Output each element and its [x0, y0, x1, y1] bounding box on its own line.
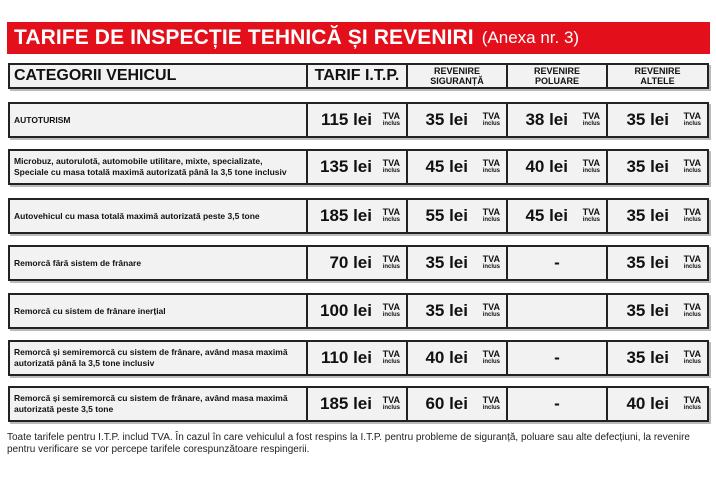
- row-category-line: Remorcă și semiremorcă cu sistem de frânare, având masa maximă: [14, 347, 288, 357]
- tva-label: TVA inclus: [482, 158, 500, 174]
- price-poluare-value: 38 lei: [525, 110, 568, 129]
- row-category-line: Autovehicul cu masa totală maximă autorizată peste 3,5 tone: [14, 210, 260, 221]
- price-itp: [306, 342, 406, 374]
- header-poluare: [506, 65, 606, 87]
- price-poluare-dash: -: [554, 253, 560, 272]
- row-category: [10, 295, 306, 327]
- price-itp-value: 70 lei: [329, 253, 372, 272]
- row-category: [10, 388, 306, 420]
- price-altele: [606, 342, 707, 374]
- price-poluare: [506, 342, 606, 374]
- price-siguranta-value: 40 lei: [425, 348, 468, 367]
- price-altele: [606, 104, 707, 136]
- tva-label: TVA inclus: [683, 349, 701, 365]
- price-itp: [306, 200, 406, 232]
- tva-label: TVA inclus: [482, 111, 500, 127]
- tva-label: TVA inclus: [683, 395, 701, 411]
- price-poluare: [506, 200, 606, 232]
- price-siguranta-value: 55 lei: [425, 206, 468, 225]
- row-category-line: autorizată peste 3,5 tone: [14, 404, 114, 414]
- tva-label: TVA inclus: [683, 207, 701, 223]
- price-siguranta: [406, 200, 506, 232]
- tva-label: TVA inclus: [482, 302, 500, 318]
- row-category: [10, 247, 306, 279]
- price-siguranta-value: 35 lei: [425, 301, 468, 320]
- price-itp-value: 115 lei: [320, 110, 372, 129]
- row-category-line: Microbuz, autorulotă, automobile utilitare, mixte, specializate,: [14, 156, 263, 166]
- header-poluare-line1: REVENIRE: [533, 66, 580, 76]
- price-poluare: [506, 388, 606, 420]
- header-itp: TARIF I.T.P.: [306, 65, 406, 87]
- tva-label: TVA inclus: [683, 254, 701, 270]
- tva-label: TVA inclus: [382, 395, 400, 411]
- price-siguranta-value: 45 lei: [425, 157, 468, 176]
- header-siguranta-line2: SIGURANȚĂ: [430, 76, 484, 86]
- price-altele: [606, 200, 707, 232]
- tva-label: TVA inclus: [482, 349, 500, 365]
- header-siguranta: [406, 65, 506, 87]
- price-itp-value: 185 lei: [320, 394, 372, 413]
- price-poluare: [506, 247, 606, 279]
- row-category-line: AUTOTURISM: [14, 114, 71, 125]
- price-itp-value: 135 lei: [320, 157, 372, 176]
- table-header: [8, 63, 709, 89]
- price-siguranta-value: 60 lei: [425, 394, 468, 413]
- price-poluare: [506, 151, 606, 183]
- price-altele: [606, 247, 707, 279]
- table-row: [8, 198, 709, 234]
- tva-label: TVA inclus: [382, 302, 400, 318]
- tva-label: TVA inclus: [582, 158, 600, 174]
- price-poluare-dash: -: [554, 348, 560, 367]
- table-row: [8, 149, 709, 185]
- price-altele: [606, 151, 707, 183]
- row-category-line: autorizată până la 3,5 tone inclusiv: [14, 358, 155, 368]
- price-siguranta: [406, 388, 506, 420]
- row-category: [10, 342, 306, 374]
- price-siguranta-value: 35 lei: [425, 110, 468, 129]
- price-itp: [306, 295, 406, 327]
- page-title: TARIFE DE INSPECȚIE TEHNICĂ ȘI REVENIRI: [14, 26, 474, 49]
- price-itp: [306, 388, 406, 420]
- tva-label: TVA inclus: [582, 207, 600, 223]
- price-itp: [306, 151, 406, 183]
- price-itp: [306, 104, 406, 136]
- row-category: [10, 104, 306, 136]
- price-poluare-dash: -: [554, 394, 560, 413]
- price-altele-value: 35 lei: [626, 253, 669, 272]
- price-siguranta: [406, 104, 506, 136]
- tva-label: TVA inclus: [382, 207, 400, 223]
- price-siguranta: [406, 151, 506, 183]
- price-siguranta-value: 35 lei: [425, 253, 468, 272]
- price-itp-value: 110 lei: [320, 348, 372, 367]
- tva-label: TVA inclus: [683, 302, 701, 318]
- tva-label: TVA inclus: [683, 158, 701, 174]
- row-category-line: Remorcă și semiremorcă cu sistem de frânare, având masa maximă: [14, 393, 288, 403]
- title-banner: [7, 22, 710, 54]
- row-category-line: Remorcă fără sistem de frânare: [14, 257, 142, 268]
- price-siguranta: [406, 342, 506, 374]
- header-poluare-line2: POLUARE: [534, 76, 579, 86]
- price-siguranta: [406, 247, 506, 279]
- page-subtitle: (Anexa nr. 3): [481, 28, 580, 47]
- tva-label: TVA inclus: [482, 254, 500, 270]
- row-category: [10, 200, 306, 232]
- price-poluare-value: 40 lei: [525, 157, 568, 176]
- tva-label: TVA inclus: [482, 207, 500, 223]
- price-poluare-value: 45 lei: [525, 206, 568, 225]
- price-poluare: [506, 295, 606, 327]
- tva-label: TVA inclus: [683, 111, 701, 127]
- row-category-line: Remorcă cu sistem de frânare inerțial: [14, 305, 166, 316]
- header-altele: [606, 65, 707, 87]
- table-row: [8, 245, 709, 281]
- price-siguranta: [406, 295, 506, 327]
- price-altele-value: 35 lei: [626, 206, 669, 225]
- tva-label: TVA inclus: [382, 111, 400, 127]
- price-itp-value: 185 lei: [320, 206, 372, 225]
- header-category: CATEGORII VEHICUL: [14, 67, 177, 84]
- tva-label: TVA inclus: [382, 158, 400, 174]
- row-category: [10, 151, 306, 183]
- price-altele-value: 35 lei: [626, 110, 669, 129]
- price-itp-value: 100 lei: [320, 301, 372, 320]
- row-category-line: Speciale cu masa totală maximă autorizată până la 3,5 tone inclusiv: [14, 167, 287, 177]
- price-itp: [306, 247, 406, 279]
- tva-label: TVA inclus: [382, 254, 400, 270]
- price-altele-value: 35 lei: [626, 301, 669, 320]
- price-altele-value: 40 lei: [626, 394, 669, 413]
- price-altele: [606, 295, 707, 327]
- header-altele-line2: ALTELE: [640, 76, 675, 86]
- table-row: [8, 386, 709, 422]
- table-row: [8, 340, 709, 376]
- price-altele-value: 35 lei: [626, 157, 669, 176]
- header-altele-line1: REVENIRE: [634, 66, 681, 76]
- price-altele: [606, 388, 707, 420]
- table-row: [8, 293, 709, 329]
- tva-label: TVA inclus: [482, 395, 500, 411]
- tva-label: TVA inclus: [382, 349, 400, 365]
- header-siguranta-line1: REVENIRE: [433, 66, 480, 76]
- tva-label: TVA inclus: [582, 111, 600, 127]
- footnote: Toate tarifele pentru I.T.P. includ TVA. În cazul în care vehiculul a fost respins la I.T.P. pentru probleme de siguranță, poluare sau alte defecțiuni, la revenire pentru verificare se vor percepe tarifele corespunzătoare respingerii.: [7, 432, 690, 455]
- price-altele-value: 35 lei: [626, 348, 669, 367]
- price-poluare: [506, 104, 606, 136]
- table-row: [8, 102, 709, 138]
